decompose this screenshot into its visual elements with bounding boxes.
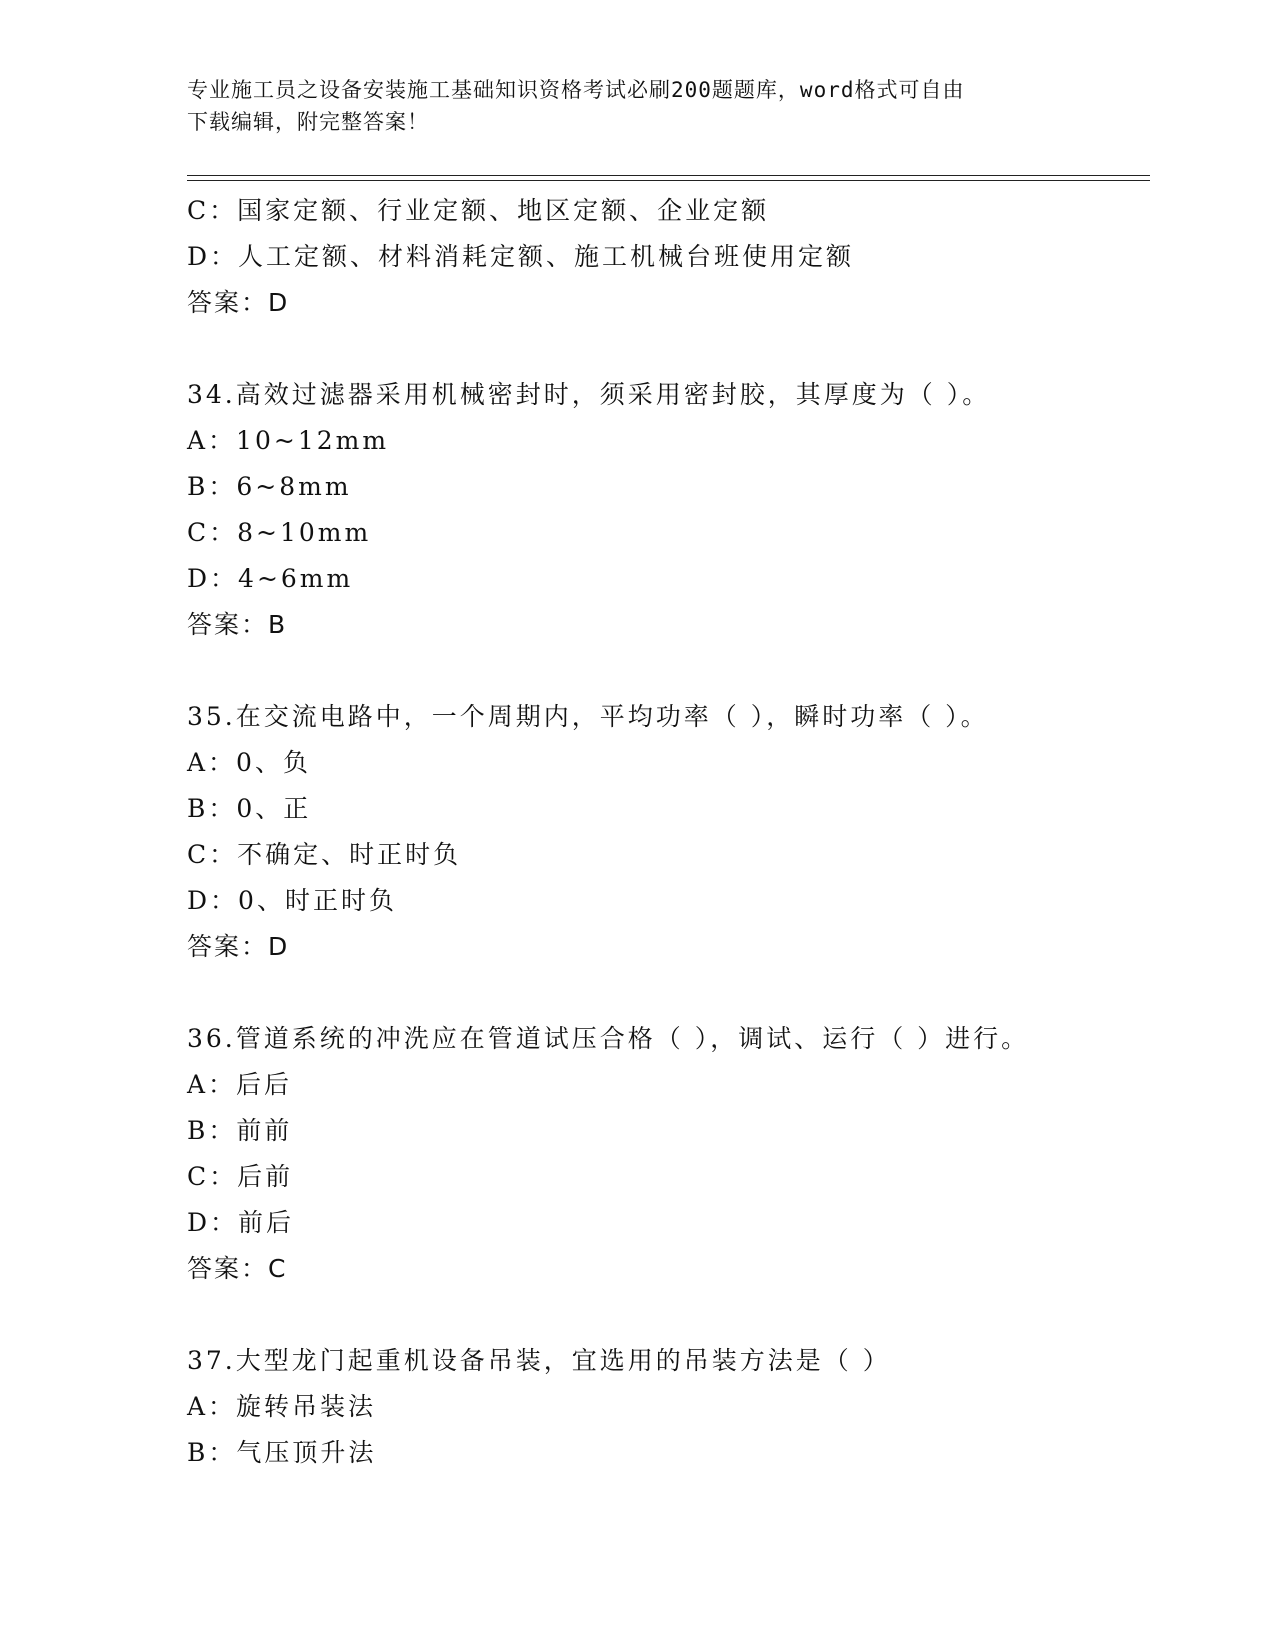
option-b: B：气压顶升法 [187, 1438, 377, 1467]
document-header [187, 74, 1087, 138]
answer-line: 答案：C [187, 1254, 288, 1283]
question-list [187, 188, 1147, 1476]
spacer [187, 326, 1147, 372]
answer-line: 答案：D [187, 288, 290, 317]
option-c: C：国家定额、行业定额、地区定额、企业定额 [187, 196, 770, 225]
question-block [187, 1338, 1147, 1476]
header-line-1: 专业施工员之设备安装施工基础知识资格考试必刷200题题库，word格式可自由 [187, 78, 965, 102]
option-c: C：后前 [187, 1162, 294, 1191]
option-b: B：0、正 [187, 794, 312, 823]
option-c: C：不确定、时正时负 [187, 840, 462, 869]
option-c: C：8~10mm [187, 518, 372, 547]
option-b: B：前前 [187, 1116, 293, 1145]
header-divider-top [187, 175, 1150, 176]
question-text: 37.大型龙门起重机设备吊装，宜选用的吊装方法是（ ） [187, 1346, 891, 1375]
question-text: 35.在交流电路中，一个周期内，平均功率（ ），瞬时功率（ ）。 [187, 702, 989, 731]
spacer [187, 1292, 1147, 1338]
header-line-2: 下载编辑，附完整答案！ [187, 110, 429, 134]
answer-line: 答案：B [187, 610, 288, 639]
option-b: B：6~8mm [187, 472, 352, 501]
option-a: A：10~12mm [187, 426, 390, 455]
question-block [187, 694, 1147, 970]
option-d: D：前后 [187, 1208, 295, 1237]
spacer [187, 970, 1147, 1016]
spacer [187, 648, 1147, 694]
option-d: D：人工定额、材料消耗定额、施工机械台班使用定额 [187, 242, 855, 271]
option-d: D：0、时正时负 [187, 886, 397, 915]
option-d: D：4~6mm [187, 564, 354, 593]
question-block [187, 1016, 1147, 1292]
question-text: 36.管道系统的冲洗应在管道试压合格（ ），调试、运行（ ）进行。 [187, 1024, 1030, 1053]
header-divider-bottom [187, 180, 1150, 181]
option-a: A：后后 [187, 1070, 293, 1099]
answer-line: 答案：D [187, 932, 290, 961]
question-block [187, 188, 1147, 326]
question-text: 34.高效过滤器采用机械密封时，须采用密封胶，其厚度为（ ）。 [187, 380, 991, 409]
question-block [187, 372, 1147, 648]
option-a: A：旋转吊装法 [187, 1392, 377, 1421]
option-a: A：0、负 [187, 748, 311, 777]
